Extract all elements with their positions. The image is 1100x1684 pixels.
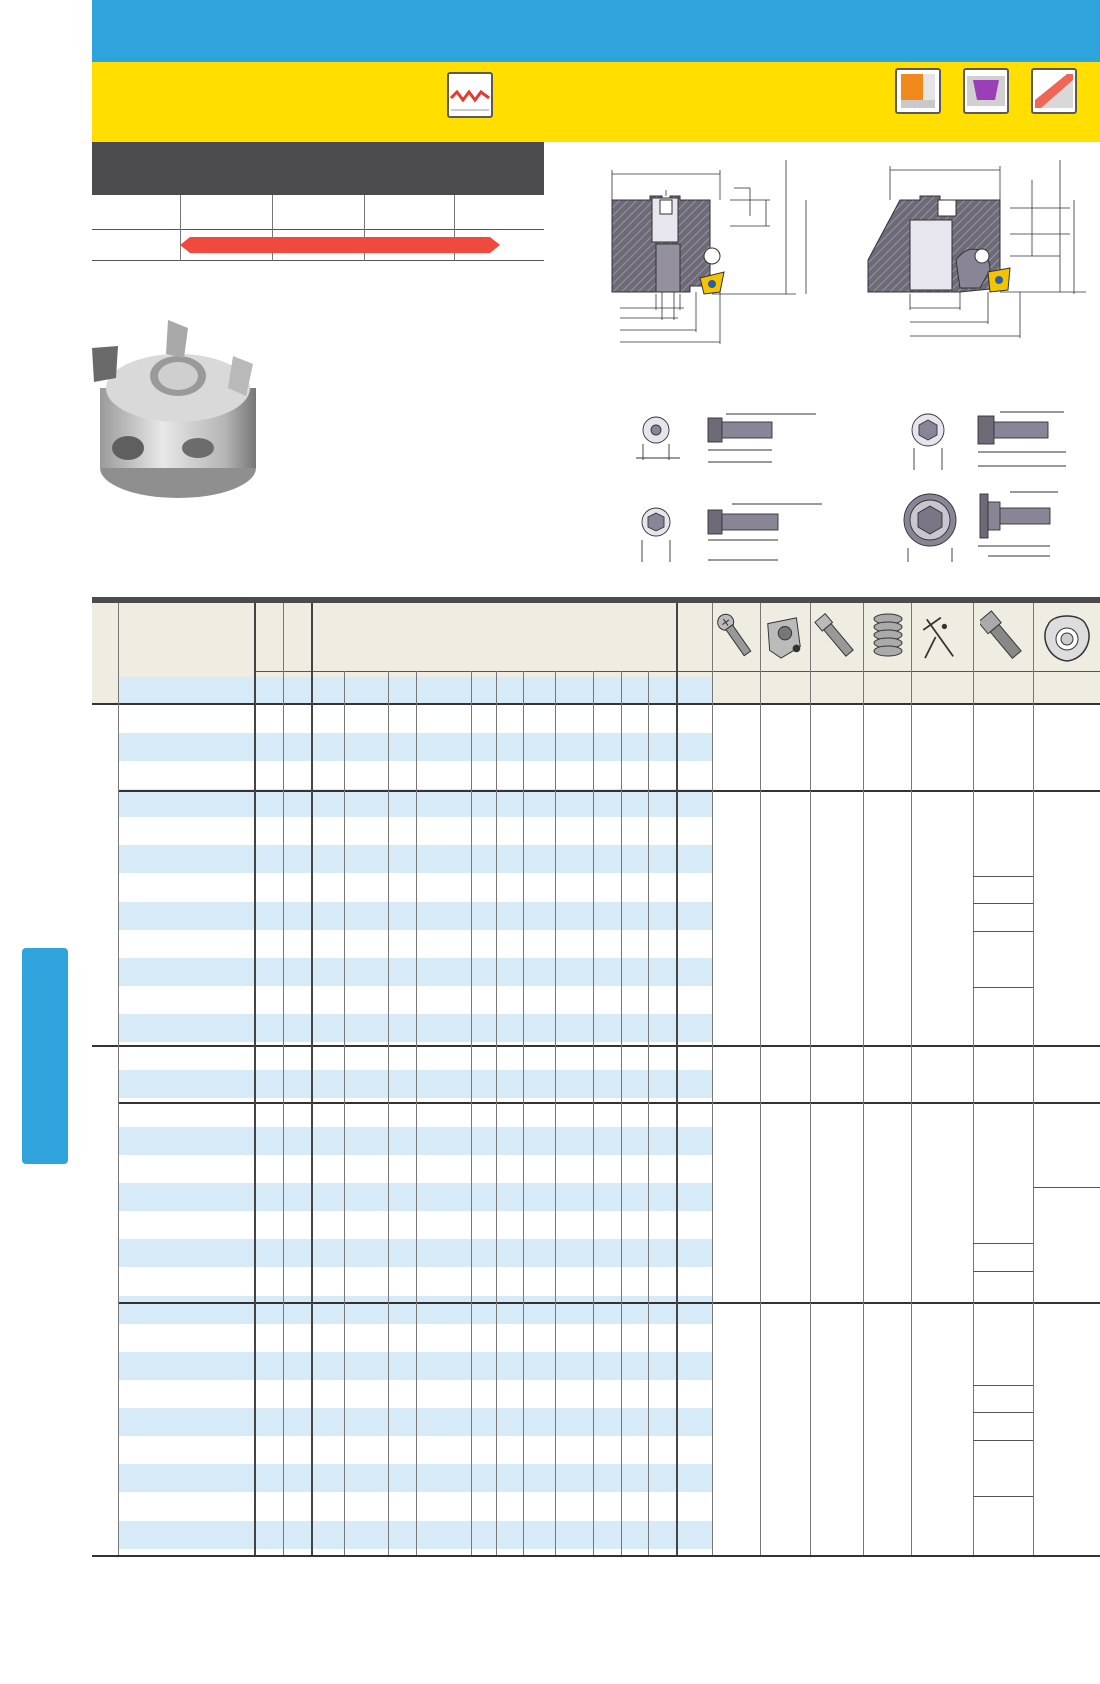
table-row [118, 677, 712, 705]
table-row [118, 733, 712, 761]
title-band [92, 142, 544, 195]
red-facing-icon [1031, 68, 1077, 114]
cross-section-drawing-right [860, 160, 1100, 370]
table-row [118, 1127, 712, 1155]
bolt-drawing-1 [636, 410, 826, 476]
section-side-tab[interactable] [22, 948, 68, 1164]
application-range-table [92, 195, 544, 261]
header-yellow-bar [92, 62, 1100, 142]
specification-table [92, 597, 1100, 1557]
table-row [118, 1014, 712, 1042]
table-row [118, 1521, 712, 1549]
table-row [118, 1070, 712, 1098]
table-row [118, 1464, 712, 1492]
zigzag-wave-icon [447, 72, 493, 118]
header-blue-bar [92, 0, 1100, 62]
bolt-drawing-3 [900, 410, 1100, 476]
table-row [118, 958, 712, 986]
table-row [118, 845, 712, 873]
table-row [118, 1239, 712, 1267]
insert-screw-icon [714, 607, 758, 667]
bolt-drawing-2 [636, 500, 826, 566]
face-mill-photo [88, 318, 258, 503]
cross-section-drawing-left [600, 160, 830, 370]
purple-pocket-icon [963, 68, 1009, 114]
wedge-icon [762, 607, 806, 667]
arbor-bolt-icon [980, 607, 1024, 667]
spring-icon [866, 607, 910, 667]
bolt-drawing-4 [900, 490, 1100, 566]
orange-shoulder-icon [895, 68, 941, 114]
table-row [118, 789, 712, 817]
table-row [118, 1183, 712, 1211]
table-row [118, 1408, 712, 1436]
clamp-screw-icon [814, 607, 858, 667]
table-row [118, 1296, 712, 1324]
parts-subheader [712, 671, 1100, 703]
table-row [118, 902, 712, 930]
insert-icon [1038, 607, 1096, 667]
range-arrow [180, 235, 500, 255]
wrench-icon [918, 607, 962, 667]
table-row [118, 1352, 712, 1380]
